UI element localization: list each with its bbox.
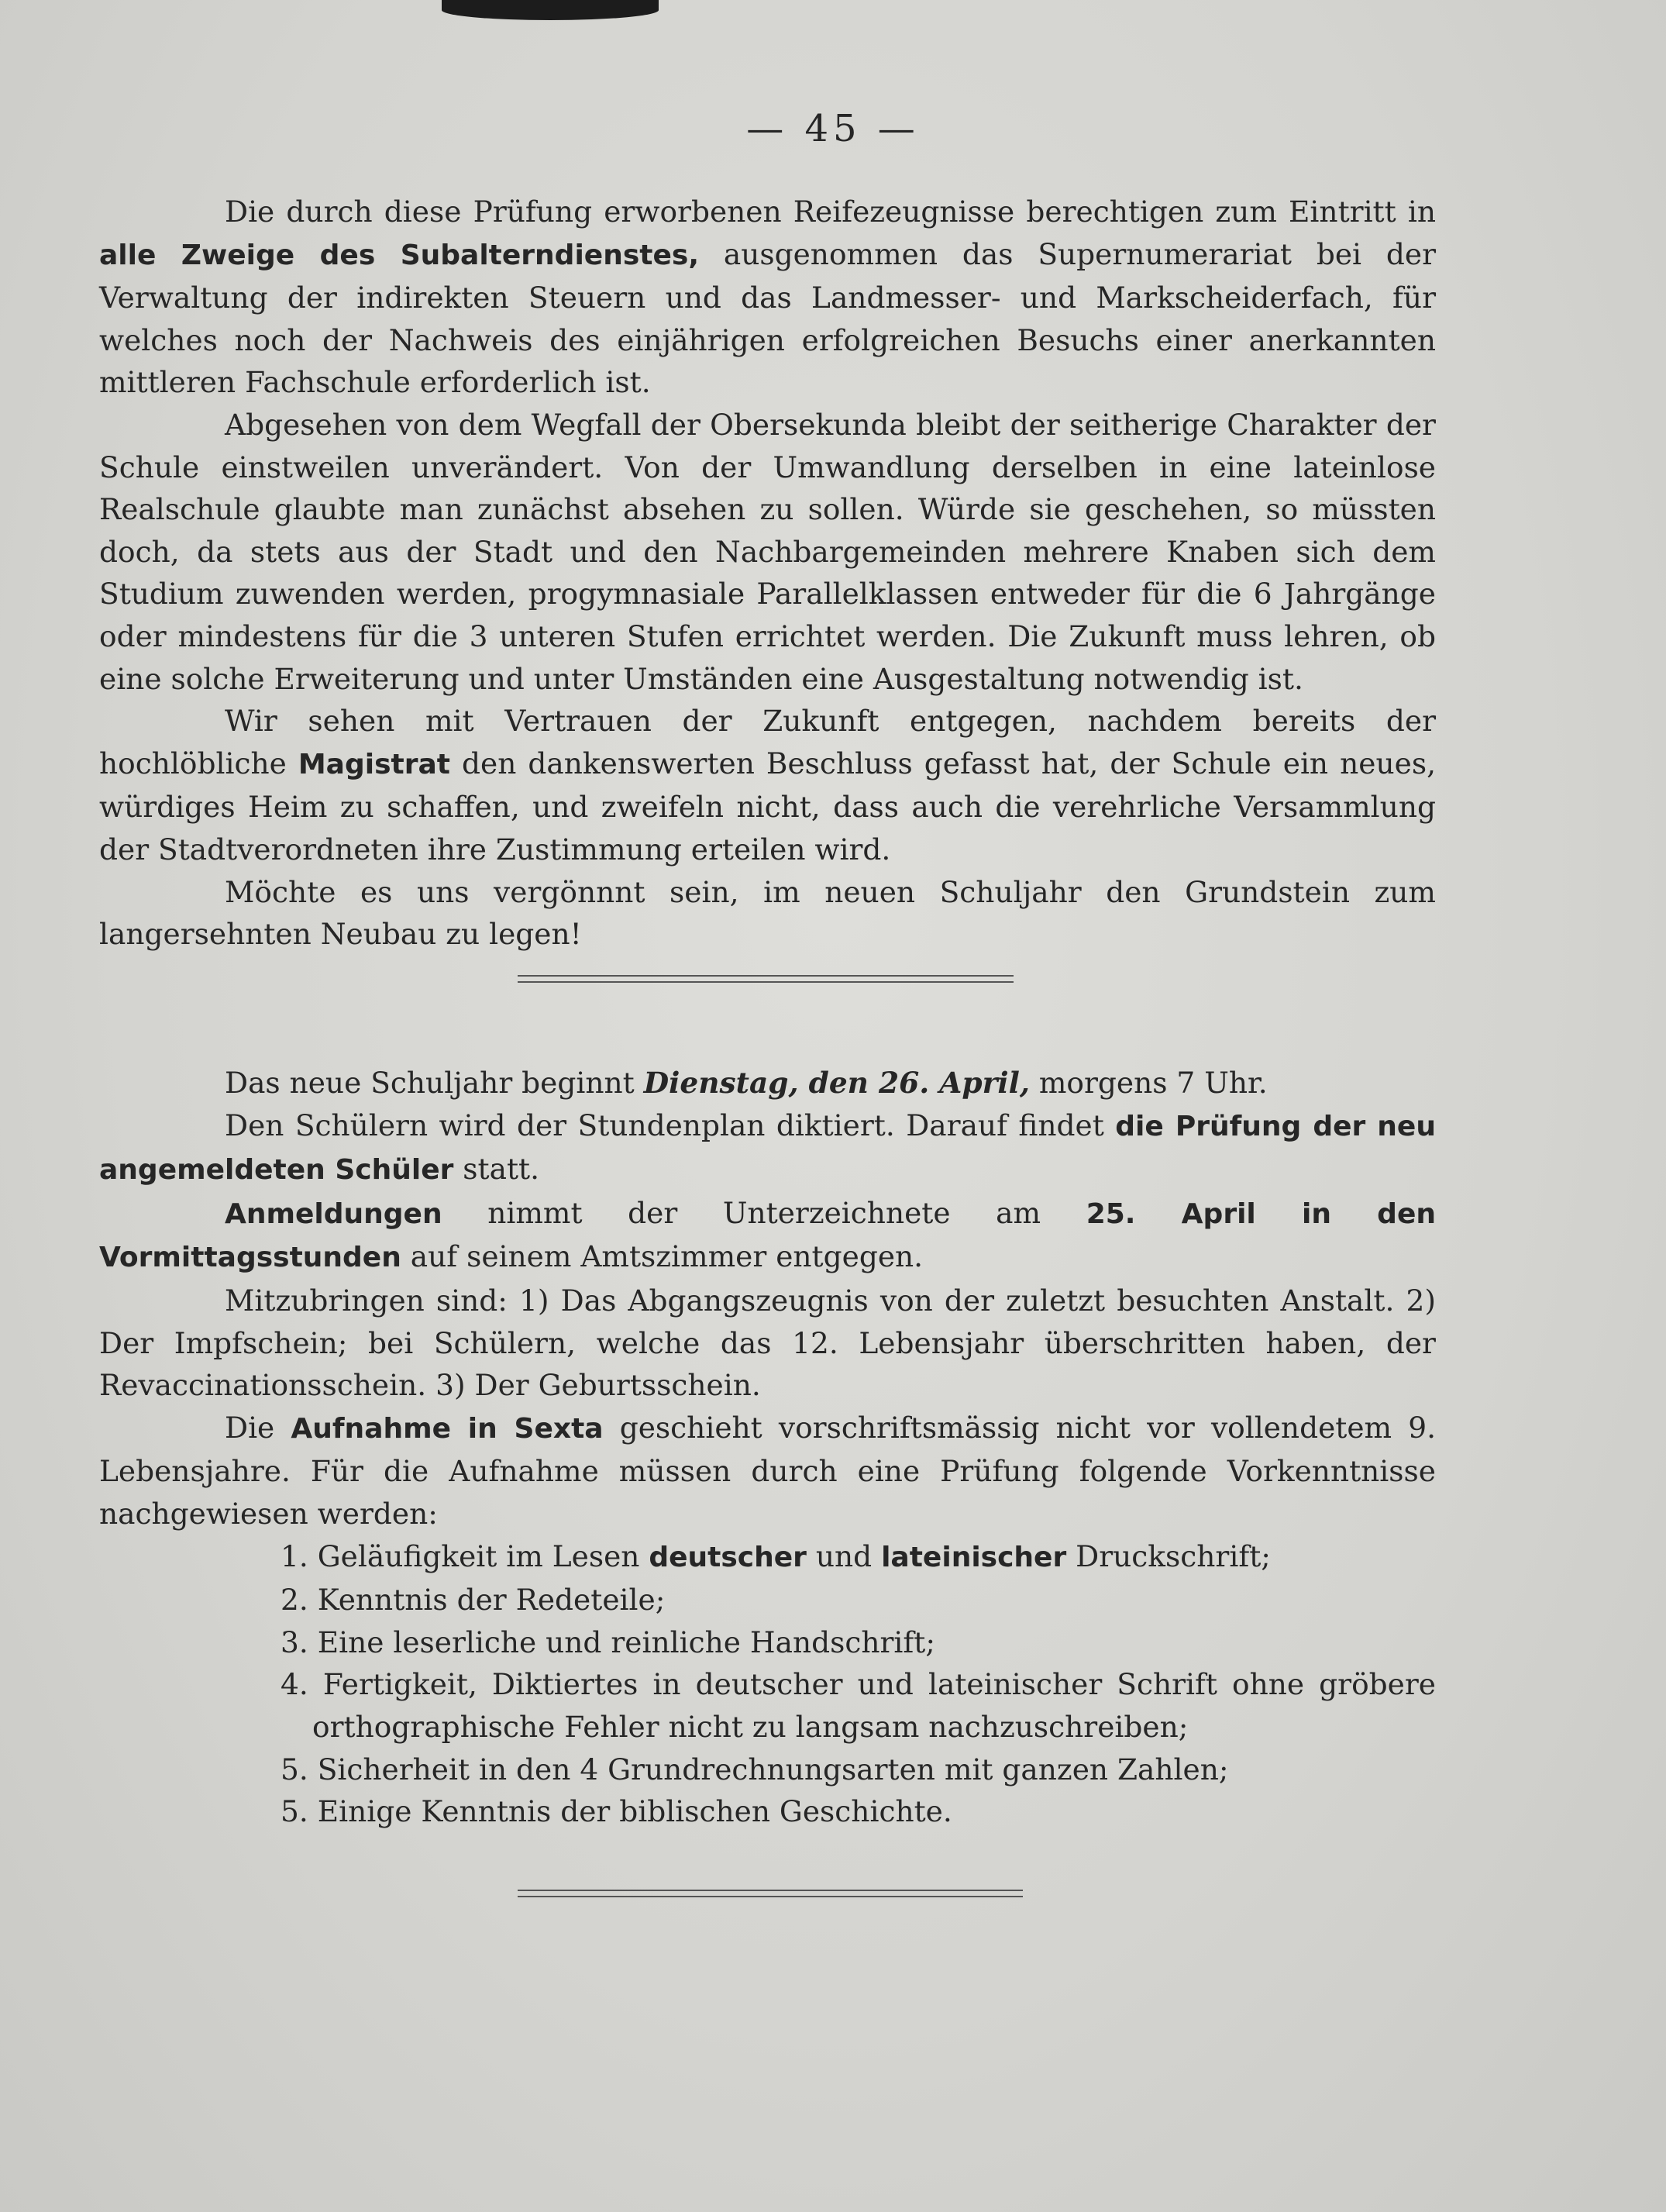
requirements-list <box>99 1535 1436 1833</box>
body-section-2 <box>99 1062 1436 1833</box>
list-item: 2. Kenntnis der Redeteile; <box>281 1583 666 1618</box>
page-number: — 45 — <box>746 107 920 150</box>
paragraph-mitzubringen: Mitzubringen sind: 1) Das Abgangszeugnis von der zuletzt besuchten Anstalt. 2) Der Impfschein; bei Schülern, welche das 12. Lebensjahr überschritten haben, der Revaccinationsschein. 3) Der Geburtsschein. <box>99 1283 1436 1403</box>
list-item: 5. Einige Kenntnis der biblischen Geschichte. <box>281 1794 952 1829</box>
paragraph-aufnahme: Die Aufnahme in Sexta geschieht vorschriftsmässig nicht vor vollendetem 9. Lebensjahre. Für die Aufnahme müssen durch eine Prüfung folgende Vorkenntnisse nachgewiesen werden: <box>99 1410 1437 1531</box>
list-item: 3. Eine leserliche und reinliche Handschrift; <box>281 1625 935 1659</box>
ink-smudge <box>442 0 659 20</box>
paragraph-neubau: Möchte es uns vergönnnt sein, im neuen Schuljahr den Grundstein zum langersehnten Neubau zu legen! <box>99 874 1436 952</box>
list-item: 5. Sicherheit in den 4 Grundrechnungsarten mit ganzen Zahlen; <box>281 1752 1229 1786</box>
paragraph-schuljahr: Das neue Schuljahr beginnt Dienstag, den 26. April, morgens 7 Uhr. <box>225 1066 1268 1100</box>
section-divider <box>518 1890 1023 1897</box>
list-item: 4. Fertigkeit, Diktiertes in deutscher und lateinischer Schrift ohne gröbere orthographische Fehler nicht zu langsam nachzuschreiben; <box>281 1667 1436 1744</box>
paragraph-obersekunda: Abgesehen von dem Wegfall der Obersekunda bleibt der seitherige Charakter der Schule einstweilen unverändert. Von der Umwandlung derselben in eine lateinlose Realschule glaubte man zunächst absehen zu sollen. Würde sie geschehen, so müssten doch, da stets aus der Stadt und den Nachbargemeinden mehrere Knaben sich dem Studium zuwenden werden, progymnasiale Parallelklassen entweder für die 6 Jahrgänge oder mindestens für die 3 unteren Stufen errichtet werden. Die Zukunft muss lehren, ob eine solche Erweiterung und unter Umständen eine Ausgestaltung notwendig ist. <box>99 407 1436 696</box>
list-item: 1. Geläufigkeit im Lesen deutscher und lateinischer Druckschrift; <box>281 1538 1271 1573</box>
paragraph-magistrat: Wir sehen mit Vertrauen der Zukunft entgegen, nachdem bereits der hochlöbliche Magistrat den dankenswerten Beschluss gefasst hat, der Schule ein neues, würdiges Heim zu schaffen, und zweifeln nicht, dass auch die verehrliche Versammlung der Stadtverordneten ihre Zustimmung erteilen wird. <box>99 704 1436 867</box>
paragraph-pruefung: Den Schülern wird der Stundenplan diktiert. Darauf findet die Prüfung der neu angemeldeten Schüler statt. <box>99 1108 1436 1187</box>
paragraph-anmeldungen: Anmeldungen nimmt der Unterzeichnete am 25. April in den Vormittagsstunden auf seinem Amtszimmer entgegen. <box>99 1195 1436 1274</box>
section-divider <box>518 975 1014 983</box>
paragraph-reifezeugnisse: Die durch diese Prüfung erworbenen Reifezeugnisse berechtigen zum Eintritt in alle Zweige des Subalterndienstes, ausgenommen das Supernumerariat bei der Verwaltung der indirekten Steuern und das Landmesser- und Markscheiderfach, für welches noch der Nachweis des einjährigen erfolgreichen Besuchs einer anerkannten mittleren Fachschule erforderlich ist. <box>99 195 1436 400</box>
body-section-1 <box>99 191 1436 956</box>
